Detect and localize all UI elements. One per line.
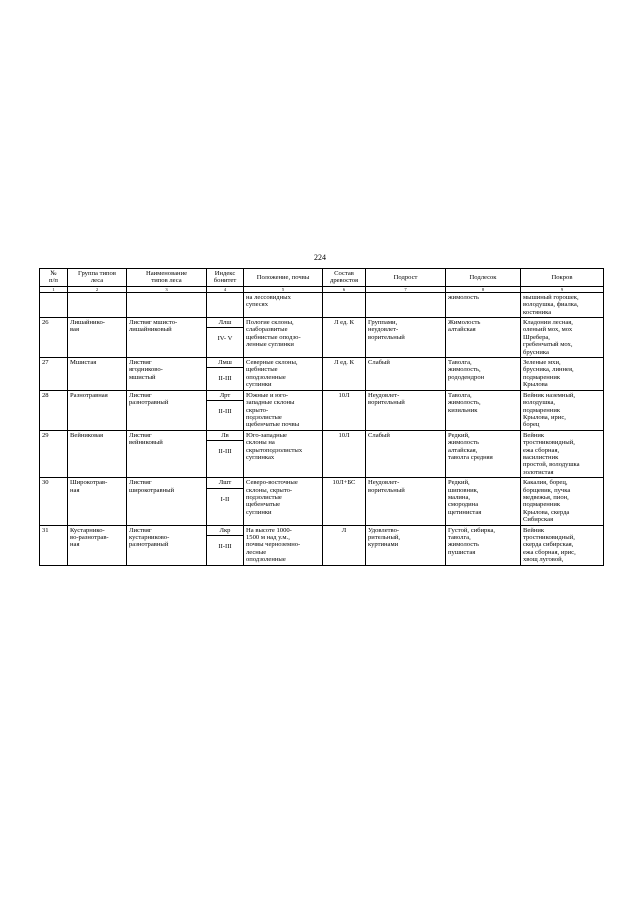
position-soil-cell: Южные и юго- западные склоны скрыто- подзолистые щебенчатые почвы (244, 390, 323, 430)
forest-group-cell: Кустарнико- во-разнотрав- ная (68, 525, 127, 565)
header-cover: Покров (521, 269, 604, 287)
header-group: Группа типов леса (68, 269, 127, 287)
forest-type-name-cell: Листвяг разнотравный (127, 390, 207, 430)
bonitet-class: II-III (218, 543, 232, 550)
forest-type-name-cell: Листвяг ягодниково- мшистый (127, 358, 207, 391)
forest-type-name-cell: Листвяг мшисто- лишайниковый (127, 318, 207, 358)
position-soil-cell: На высоте 1000- 1500 м над у.м., почвы черноземно- лесные оподзоленные (244, 525, 323, 565)
table-header-row (40, 269, 604, 287)
position-soil-cell: Юго-западные склоны на скрытоподзолистых суглинках (244, 430, 323, 477)
column-number: 9 (521, 286, 604, 292)
forest-group-cell (68, 292, 127, 317)
stand-composition-cell: Л ед. К (323, 318, 366, 358)
stand-composition-cell: 10Л (323, 390, 366, 430)
stand-composition-cell: 10Л+БС (323, 478, 366, 525)
row-number-cell: 29 (40, 430, 68, 477)
index-bonitet-cell (207, 318, 244, 358)
column-number: 3 (127, 286, 207, 292)
ground-cover-cell: Зеленые мхи, брусника, линнея, подмаренник Крылова (521, 358, 604, 391)
table-row (40, 358, 604, 391)
index-bonitet-cell (207, 292, 244, 317)
undergrowth-cell (366, 292, 446, 317)
shrub-layer-cell: жимолость (446, 292, 521, 317)
stand-composition-cell: 10Л (323, 430, 366, 477)
table-row (40, 478, 604, 525)
ground-cover-cell: мышиный горошек, володушка, фиалка, костяника (521, 292, 604, 317)
row-number-cell (40, 292, 68, 317)
row-number-cell: 28 (40, 390, 68, 430)
header-position: Положение, почвы (244, 269, 323, 287)
forest-type-name-cell: Листвяг кустарниково- разнотравный (127, 525, 207, 565)
column-number: 1 (40, 286, 68, 292)
header-shrubs: Подлесок (446, 269, 521, 287)
shrub-layer-cell: Жимолость алтайская (446, 318, 521, 358)
stand-composition-cell: Л ед. К (323, 358, 366, 391)
shrub-layer-cell: Таволга, жимолость, рододендрон (446, 358, 521, 391)
table-row (40, 390, 604, 430)
position-soil-cell: Пологие склоны, слаборазвитые щебнистые оподзо- ленные суглинки (244, 318, 323, 358)
column-number: 6 (323, 286, 366, 292)
position-soil-cell: Северо-восточные склоны, скрыто- подзолистые щебенчатые суглинки (244, 478, 323, 525)
ground-cover-cell: Вейник тростниковидный, скерда сибирская, ежа сборная, ирис, хвощ луговой, (521, 525, 604, 565)
bonitet-class: IV- V (217, 335, 233, 343)
position-soil-cell: Северные склоны, щебнистые оподзоленные суглинки (244, 358, 323, 391)
bonitet-class: II-III (218, 408, 232, 416)
header-name: Наименование типов леса (127, 269, 207, 287)
undergrowth-cell: Слабый (366, 430, 446, 477)
ground-cover-cell: Кладонии лесная, оленьий мох, мох Шребера, гребенчатый мох, брусника (521, 318, 604, 358)
undergrowth-cell: Неудовлет- ворительный (366, 478, 446, 525)
column-number: 2 (68, 286, 127, 292)
ground-cover-cell: Вейник наземный, володушка, подмаренник Крылова, ирис, борец (521, 390, 604, 430)
forest-index: Лрт (207, 392, 243, 401)
header-undergrowth: Подрост (366, 269, 446, 287)
shrub-layer-cell: Редкий, шиповник, малина, смородина щетинистая (446, 478, 521, 525)
table-row (40, 525, 604, 565)
ground-cover-cell: Какалия, борец, борщевик, пучка медвежья, пион, подмаренник Крылова, скерда Сибирская (521, 478, 604, 525)
undergrowth-cell: Группами, неудовлет- ворительный (366, 318, 446, 358)
column-number: 5 (244, 286, 323, 292)
position-soil-cell: на лессовидных супесях (244, 292, 323, 317)
forest-type-name-cell (127, 292, 207, 317)
forest-index: Лмш (207, 359, 243, 368)
undergrowth-cell: Удовлетво- рительный, куртинами (366, 525, 446, 565)
forest-index: Лкр (207, 527, 243, 536)
bonitet-class: II-III (218, 375, 232, 383)
forest-group-cell: Разнотравная (68, 390, 127, 430)
forest-type-name-cell: Листвяг широкотравный (127, 478, 207, 525)
stand-composition-cell: Л (323, 525, 366, 565)
forest-index: Ллш (207, 319, 243, 328)
bonitet-class: II-III (218, 448, 232, 456)
forest-group-cell: Широкотрав- ная (68, 478, 127, 525)
shrub-layer-cell: Густой, сибирка, таволга, жимолость пушистая (446, 525, 521, 565)
table-row (40, 292, 604, 317)
index-bonitet-cell (207, 358, 244, 391)
row-number-cell: 30 (40, 478, 68, 525)
column-number: 8 (446, 286, 521, 292)
index-bonitet-cell (207, 525, 244, 565)
header-index: Индекс бонитет (207, 269, 244, 287)
forest-type-name-cell: Листвяг вейниковый (127, 430, 207, 477)
forest-index: Лшт (207, 479, 243, 488)
shrub-layer-cell: Редкий, жимолость алтайская, таволга средняя (446, 430, 521, 477)
column-number: 4 (207, 286, 244, 292)
forest-group-cell: Лишайнико- вая (68, 318, 127, 358)
row-number-cell: 27 (40, 358, 68, 391)
row-number-cell: 26 (40, 318, 68, 358)
forest-group-cell: Вейниковая (68, 430, 127, 477)
index-bonitet-cell (207, 478, 244, 525)
forest-index: Лв (207, 432, 243, 441)
table-row (40, 318, 604, 358)
page-number: 224 (314, 253, 326, 262)
table-row (40, 430, 604, 477)
index-bonitet-cell (207, 390, 244, 430)
undergrowth-cell: Неудовлет- ворительный (366, 390, 446, 430)
ground-cover-cell: Вейник тростниковидный, ежа сборная, василистник простой, володушка золотистая (521, 430, 604, 477)
bonitet-class: I-II (220, 495, 230, 503)
forest-group-cell: Мшистая (68, 358, 127, 391)
header-num: № п/п (40, 269, 68, 287)
forest-types-table (39, 268, 604, 566)
header-composition: Состав древостоя (323, 269, 366, 287)
row-number-cell: 31 (40, 525, 68, 565)
index-bonitet-cell (207, 430, 244, 477)
column-number: 7 (366, 286, 446, 292)
shrub-layer-cell: Таволга, жимолость, кизильник (446, 390, 521, 430)
table-body (40, 292, 604, 565)
stand-composition-cell (323, 292, 366, 317)
undergrowth-cell: Слабый (366, 358, 446, 391)
